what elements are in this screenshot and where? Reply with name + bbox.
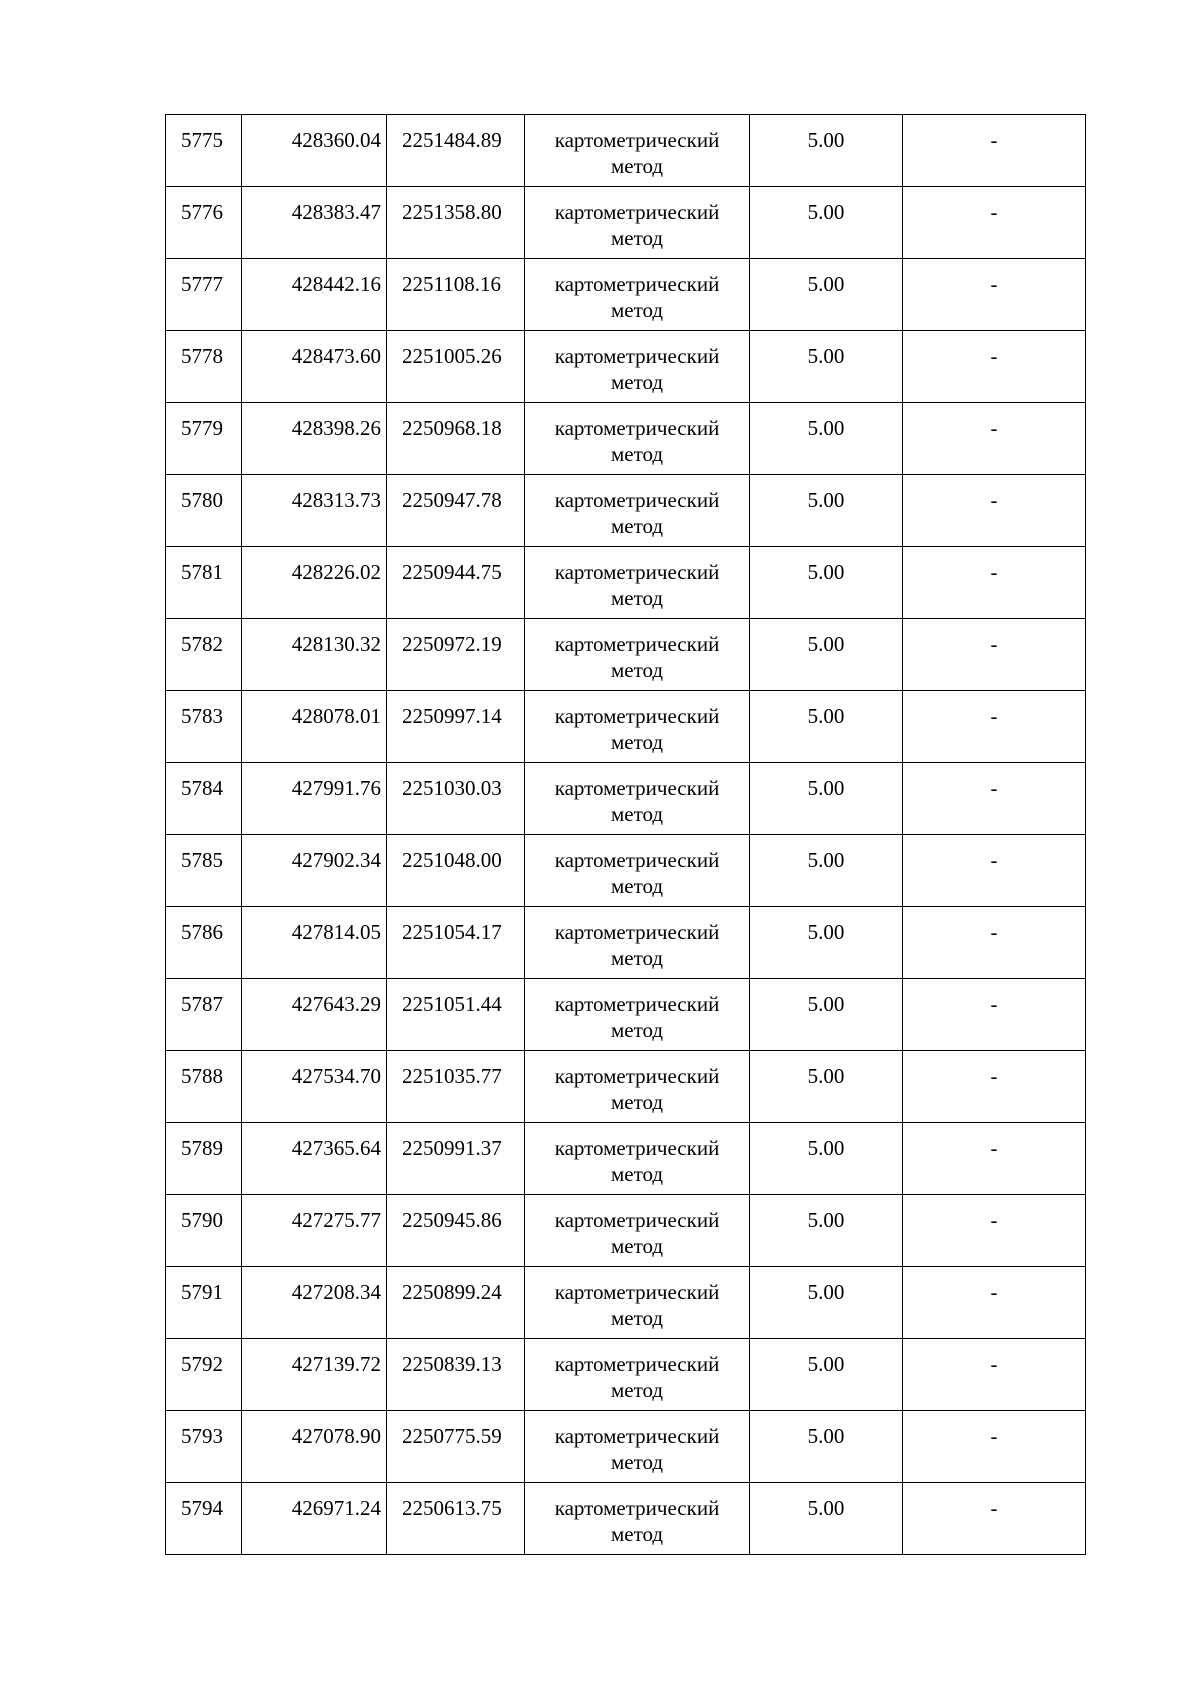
description-cell: -	[903, 403, 1086, 475]
method-line-1: картометрический	[554, 344, 720, 368]
method-line-1: картометрический	[554, 848, 720, 872]
y-coordinate-cell: 2251048.00	[387, 835, 525, 907]
x-coordinate-cell: 427534.70	[242, 1051, 387, 1123]
method-line-1: картометрический	[554, 488, 720, 512]
coordinates-table	[165, 114, 1086, 1555]
method-line-2: метод	[610, 226, 664, 250]
method-cell	[525, 187, 750, 259]
method-line-2: метод	[610, 658, 664, 682]
point-number-cell: 5784	[166, 763, 242, 835]
method-cell	[525, 1123, 750, 1195]
method-line-2: метод	[610, 370, 664, 394]
accuracy-cell: 5.00	[750, 619, 903, 691]
method-line-2: метод	[610, 946, 664, 970]
x-coordinate-cell: 428398.26	[242, 403, 387, 475]
description-cell: -	[903, 979, 1086, 1051]
method-line-1: картометрический	[554, 632, 720, 656]
accuracy-cell: 5.00	[750, 691, 903, 763]
table-row	[166, 979, 1086, 1051]
point-number-cell: 5791	[166, 1267, 242, 1339]
description-cell: -	[903, 763, 1086, 835]
x-coordinate-cell: 428360.04	[242, 115, 387, 187]
method-line-2: метод	[610, 1018, 664, 1042]
table-row	[166, 691, 1086, 763]
x-coordinate-cell: 427902.34	[242, 835, 387, 907]
method-line-2: метод	[610, 442, 664, 466]
table-row	[166, 1123, 1086, 1195]
method-line-2: метод	[610, 1162, 664, 1186]
y-coordinate-cell: 2251035.77	[387, 1051, 525, 1123]
description-cell: -	[903, 1051, 1086, 1123]
method-cell	[525, 331, 750, 403]
y-coordinate-cell: 2250968.18	[387, 403, 525, 475]
table-row	[166, 1195, 1086, 1267]
description-cell: -	[903, 331, 1086, 403]
accuracy-cell: 5.00	[750, 331, 903, 403]
x-coordinate-cell: 427365.64	[242, 1123, 387, 1195]
description-cell: -	[903, 259, 1086, 331]
x-coordinate-cell: 427275.77	[242, 1195, 387, 1267]
method-cell	[525, 547, 750, 619]
accuracy-cell: 5.00	[750, 1195, 903, 1267]
method-cell	[525, 691, 750, 763]
method-cell	[525, 475, 750, 547]
point-number-cell: 5782	[166, 619, 242, 691]
method-cell	[525, 1267, 750, 1339]
method-cell	[525, 1411, 750, 1483]
point-number-cell: 5776	[166, 187, 242, 259]
point-number-cell: 5778	[166, 331, 242, 403]
accuracy-cell: 5.00	[750, 979, 903, 1051]
accuracy-cell: 5.00	[750, 1483, 903, 1555]
y-coordinate-cell: 2251054.17	[387, 907, 525, 979]
y-coordinate-cell: 2251005.26	[387, 331, 525, 403]
method-cell	[525, 1195, 750, 1267]
y-coordinate-cell: 2250944.75	[387, 547, 525, 619]
accuracy-cell: 5.00	[750, 907, 903, 979]
y-coordinate-cell: 2251030.03	[387, 763, 525, 835]
description-cell: -	[903, 547, 1086, 619]
y-coordinate-cell: 2250947.78	[387, 475, 525, 547]
point-number-cell: 5780	[166, 475, 242, 547]
point-number-cell: 5786	[166, 907, 242, 979]
method-line-1: картометрический	[554, 704, 720, 728]
coordinates-table-body	[166, 115, 1086, 1555]
method-line-1: картометрический	[554, 1352, 720, 1376]
method-line-1: картометрический	[554, 272, 720, 296]
x-coordinate-cell: 427643.29	[242, 979, 387, 1051]
accuracy-cell: 5.00	[750, 1051, 903, 1123]
method-line-1: картометрический	[554, 560, 720, 584]
method-cell	[525, 1051, 750, 1123]
description-cell: -	[903, 1339, 1086, 1411]
y-coordinate-cell: 2250991.37	[387, 1123, 525, 1195]
method-cell	[525, 1483, 750, 1555]
method-cell	[525, 979, 750, 1051]
table-row	[166, 619, 1086, 691]
table-row	[166, 1051, 1086, 1123]
point-number-cell: 5777	[166, 259, 242, 331]
method-line-1: картометрический	[554, 776, 720, 800]
method-line-1: картометрический	[554, 1424, 720, 1448]
description-cell: -	[903, 1411, 1086, 1483]
description-cell: -	[903, 1123, 1086, 1195]
table-row	[166, 331, 1086, 403]
method-line-1: картометрический	[554, 992, 720, 1016]
point-number-cell: 5787	[166, 979, 242, 1051]
table-row	[166, 475, 1086, 547]
accuracy-cell: 5.00	[750, 115, 903, 187]
table-row	[166, 547, 1086, 619]
method-line-2: метод	[610, 1090, 664, 1114]
y-coordinate-cell: 2251051.44	[387, 979, 525, 1051]
method-line-2: метод	[610, 514, 664, 538]
accuracy-cell: 5.00	[750, 547, 903, 619]
x-coordinate-cell: 427078.90	[242, 1411, 387, 1483]
description-cell: -	[903, 187, 1086, 259]
y-coordinate-cell: 2251358.80	[387, 187, 525, 259]
accuracy-cell: 5.00	[750, 187, 903, 259]
accuracy-cell: 5.00	[750, 763, 903, 835]
x-coordinate-cell: 427208.34	[242, 1267, 387, 1339]
table-row	[166, 1411, 1086, 1483]
x-coordinate-cell: 427139.72	[242, 1339, 387, 1411]
point-number-cell: 5793	[166, 1411, 242, 1483]
y-coordinate-cell: 2250997.14	[387, 691, 525, 763]
table-row	[166, 1339, 1086, 1411]
method-cell	[525, 115, 750, 187]
method-line-1: картометрический	[554, 920, 720, 944]
method-line-2: метод	[610, 1450, 664, 1474]
y-coordinate-cell: 2250899.24	[387, 1267, 525, 1339]
x-coordinate-cell: 428130.32	[242, 619, 387, 691]
x-coordinate-cell: 428383.47	[242, 187, 387, 259]
method-cell	[525, 259, 750, 331]
method-cell	[525, 403, 750, 475]
description-cell: -	[903, 1483, 1086, 1555]
method-line-2: метод	[610, 298, 664, 322]
description-cell: -	[903, 115, 1086, 187]
description-cell: -	[903, 475, 1086, 547]
method-line-1: картометрический	[554, 416, 720, 440]
accuracy-cell: 5.00	[750, 835, 903, 907]
method-line-1: картометрический	[554, 1064, 720, 1088]
description-cell: -	[903, 907, 1086, 979]
table-row	[166, 259, 1086, 331]
point-number-cell: 5775	[166, 115, 242, 187]
table-row	[166, 187, 1086, 259]
method-cell	[525, 835, 750, 907]
description-cell: -	[903, 835, 1086, 907]
table-row	[166, 1483, 1086, 1555]
accuracy-cell: 5.00	[750, 1123, 903, 1195]
x-coordinate-cell: 428473.60	[242, 331, 387, 403]
method-cell	[525, 619, 750, 691]
y-coordinate-cell: 2251484.89	[387, 115, 525, 187]
y-coordinate-cell: 2250775.59	[387, 1411, 525, 1483]
method-line-2: метод	[610, 802, 664, 826]
accuracy-cell: 5.00	[750, 1411, 903, 1483]
method-line-2: метод	[610, 586, 664, 610]
description-cell: -	[903, 1195, 1086, 1267]
point-number-cell: 5790	[166, 1195, 242, 1267]
method-cell	[525, 907, 750, 979]
method-line-2: метод	[610, 1522, 664, 1546]
method-line-2: метод	[610, 1306, 664, 1330]
accuracy-cell: 5.00	[750, 475, 903, 547]
method-line-2: метод	[610, 154, 664, 178]
description-cell: -	[903, 1267, 1086, 1339]
table-row	[166, 763, 1086, 835]
table-row	[166, 1267, 1086, 1339]
point-number-cell: 5789	[166, 1123, 242, 1195]
method-cell	[525, 1339, 750, 1411]
y-coordinate-cell: 2250839.13	[387, 1339, 525, 1411]
table-row	[166, 403, 1086, 475]
point-number-cell: 5779	[166, 403, 242, 475]
x-coordinate-cell: 428078.01	[242, 691, 387, 763]
point-number-cell: 5788	[166, 1051, 242, 1123]
point-number-cell: 5792	[166, 1339, 242, 1411]
method-line-1: картометрический	[554, 200, 720, 224]
x-coordinate-cell: 426971.24	[242, 1483, 387, 1555]
method-line-2: метод	[610, 1378, 664, 1402]
table-row	[166, 907, 1086, 979]
method-line-1: картометрический	[554, 1208, 720, 1232]
point-number-cell: 5783	[166, 691, 242, 763]
accuracy-cell: 5.00	[750, 259, 903, 331]
y-coordinate-cell: 2250613.75	[387, 1483, 525, 1555]
point-number-cell: 5781	[166, 547, 242, 619]
method-line-1: картометрический	[554, 1280, 720, 1304]
y-coordinate-cell: 2250972.19	[387, 619, 525, 691]
method-cell	[525, 763, 750, 835]
point-number-cell: 5794	[166, 1483, 242, 1555]
x-coordinate-cell: 428226.02	[242, 547, 387, 619]
method-line-2: метод	[610, 730, 664, 754]
x-coordinate-cell: 427814.05	[242, 907, 387, 979]
method-line-1: картометрический	[554, 128, 720, 152]
method-line-1: картометрический	[554, 1496, 720, 1520]
description-cell: -	[903, 691, 1086, 763]
method-line-1: картометрический	[554, 1136, 720, 1160]
table-row	[166, 835, 1086, 907]
description-cell: -	[903, 619, 1086, 691]
accuracy-cell: 5.00	[750, 403, 903, 475]
x-coordinate-cell: 427991.76	[242, 763, 387, 835]
accuracy-cell: 5.00	[750, 1267, 903, 1339]
x-coordinate-cell: 428442.16	[242, 259, 387, 331]
point-number-cell: 5785	[166, 835, 242, 907]
y-coordinate-cell: 2250945.86	[387, 1195, 525, 1267]
y-coordinate-cell: 2251108.16	[387, 259, 525, 331]
accuracy-cell: 5.00	[750, 1339, 903, 1411]
table-row	[166, 115, 1086, 187]
method-line-2: метод	[610, 1234, 664, 1258]
x-coordinate-cell: 428313.73	[242, 475, 387, 547]
method-line-2: метод	[610, 874, 664, 898]
